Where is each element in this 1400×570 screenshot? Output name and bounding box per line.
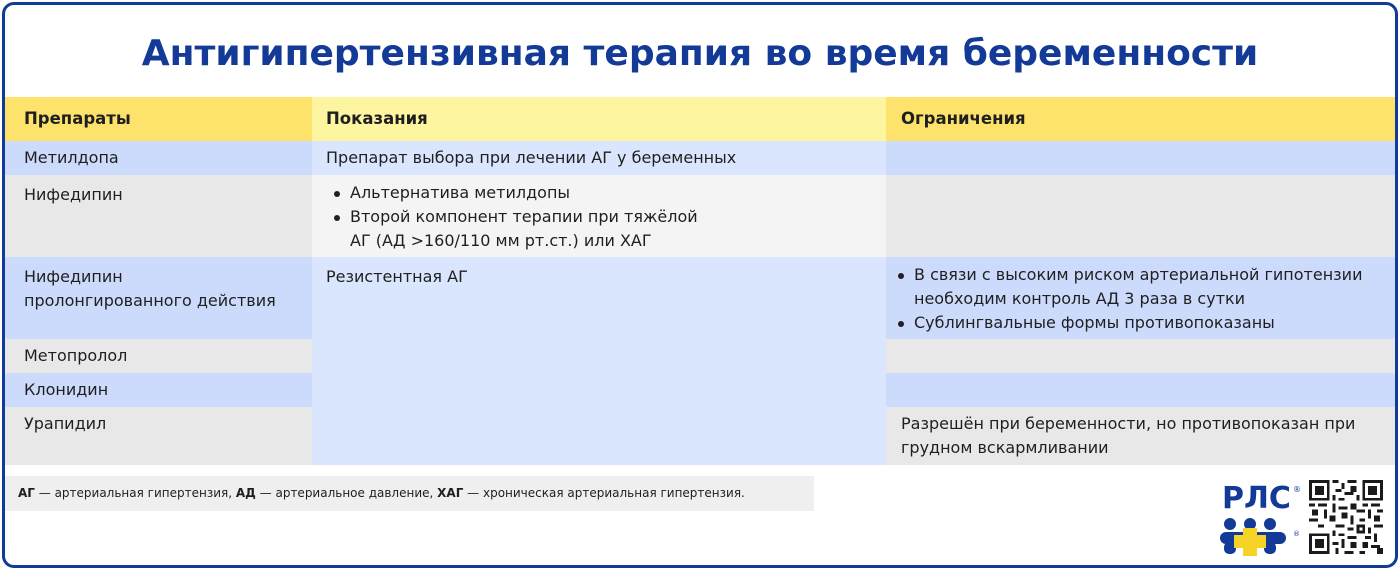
logo-registered-mark-small: ® xyxy=(1293,530,1300,538)
drug-name: Урапидил xyxy=(24,414,107,433)
footnote-abbr: ХАГ xyxy=(437,486,464,500)
table-row-limitation xyxy=(886,339,1398,373)
drug-name: Клонидин xyxy=(24,380,109,399)
drug-name: Метилдопа xyxy=(24,148,119,167)
header-limitations-label: Ограничения xyxy=(901,109,1026,128)
list-item: Альтернатива метилдопы xyxy=(326,181,870,205)
header-indications xyxy=(312,97,886,141)
indication-text: Препарат выбора при лечении АГ у беременных xyxy=(326,148,737,167)
footnote-abbr: АД xyxy=(235,486,256,500)
table-row-drug xyxy=(5,339,312,373)
table-row-limitation xyxy=(886,141,1398,175)
rls-logo xyxy=(1216,480,1302,556)
list-item: Второй компонент терапии при тяжёлой АГ (АД >160/110 мм рт.ст.) или ХАГ xyxy=(326,205,870,253)
list-item: Сублингвальные формы противопоказаны xyxy=(890,311,1382,335)
indication-list xyxy=(326,181,870,253)
footnote-abbr: АГ xyxy=(18,486,35,500)
footnote-text: — хроническая артериальная гипертензия. xyxy=(463,486,745,500)
page-title: Антигипертензивная терапия во время беременности xyxy=(141,33,1259,74)
logo-text: РЛС xyxy=(1222,481,1291,516)
limitation-text: Разрешён при беременности, но противопоказан при грудном вскармливании xyxy=(901,414,1356,457)
table-row-drug xyxy=(5,373,312,407)
table-row-drug xyxy=(5,141,312,175)
table-row-drug xyxy=(5,257,312,339)
logo-registered-mark: ® xyxy=(1293,485,1301,494)
header-drugs xyxy=(5,97,312,141)
table-row-limitation xyxy=(886,257,1398,339)
table-row-indication xyxy=(312,141,886,175)
drug-name: Нифедипин пролонгированного действия xyxy=(24,267,276,310)
list-item: В связи с высоким риском артериальной гипотензии необходим контроль АД 3 раза в сутки xyxy=(890,263,1382,311)
table-row-drug xyxy=(5,175,312,257)
drug-name: Нифедипин xyxy=(24,185,123,204)
table-row-limitation xyxy=(886,175,1398,257)
table-row-indication xyxy=(312,257,886,465)
drug-name: Метопролол xyxy=(24,346,128,365)
table-row-drug xyxy=(5,407,312,465)
table-row-limitation xyxy=(886,373,1398,407)
header-indications-label: Показания xyxy=(326,109,428,128)
qr-code-icon[interactable] xyxy=(1309,480,1383,554)
header-drugs-label: Препараты xyxy=(24,109,131,128)
header-limitations xyxy=(886,97,1398,141)
table-row-limitation xyxy=(886,407,1398,465)
table-row-indication xyxy=(312,175,886,257)
footnote-text: — артериальная гипертензия, xyxy=(34,486,236,500)
footnote-text: — артериальное давление, xyxy=(255,486,438,500)
limitation-list xyxy=(890,263,1382,335)
abbreviations-footnote xyxy=(5,476,814,511)
indication-text: Резистентная АГ xyxy=(326,267,468,286)
